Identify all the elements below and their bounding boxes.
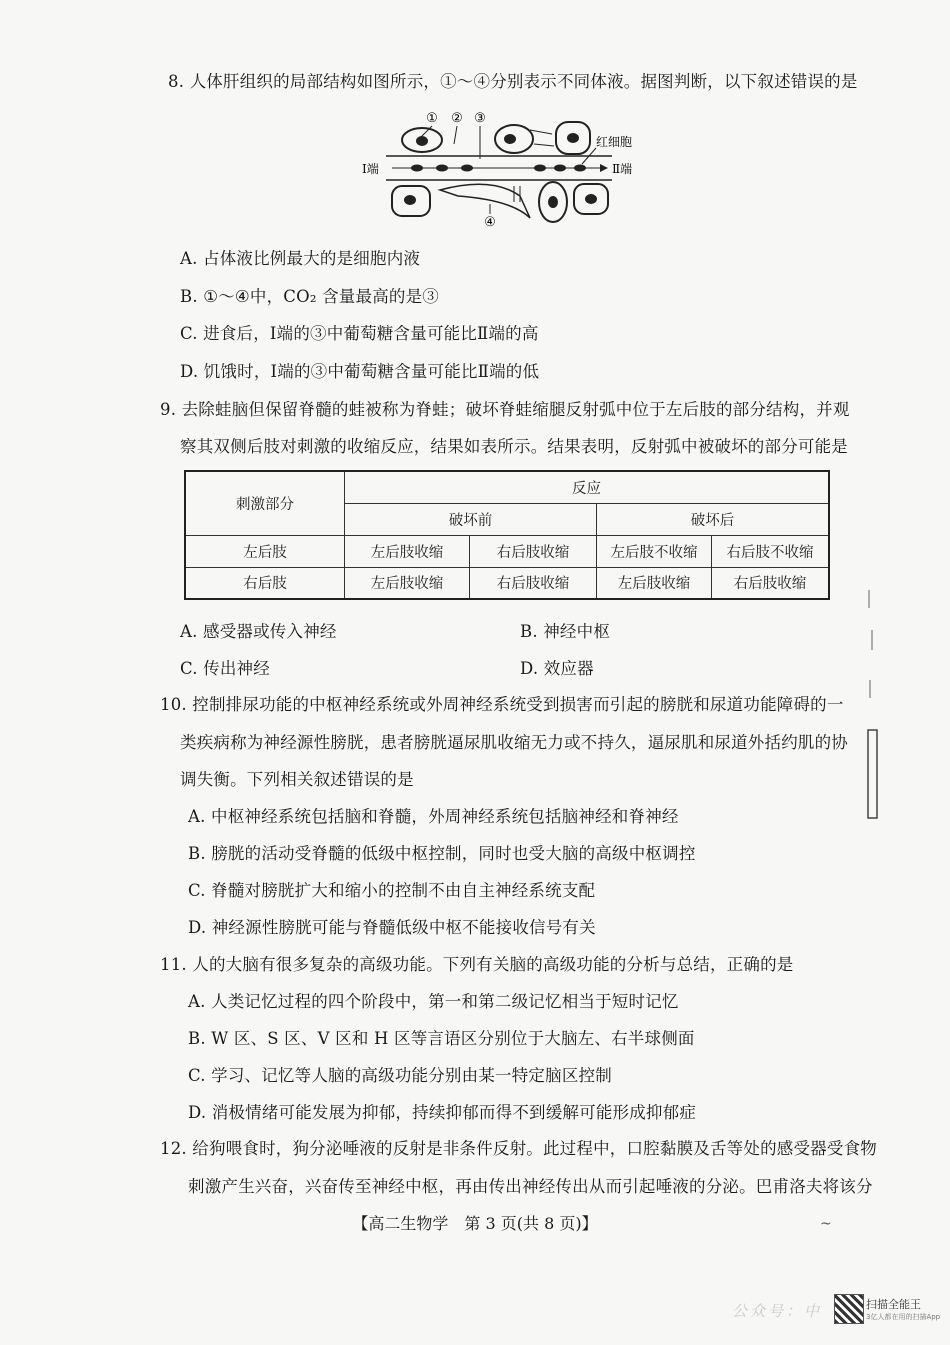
th-before: 破坏前	[345, 503, 597, 535]
q9-option-a: A. 感受器或传入神经	[180, 622, 337, 641]
q10-option-a: A. 中枢神经系统包括脑和脊髓，外周神经系统包括脑神经和脊神经	[188, 807, 679, 826]
q8-option-d: D. 饥饿时，Ⅰ端的③中葡萄糖含量可能比Ⅱ端的低	[180, 362, 540, 381]
q8-option-b: B. ①～④中，CO₂ 含量最高的是③	[180, 287, 440, 306]
table-cell: 左后肢	[185, 535, 345, 567]
table-cell: 左后肢收缩	[345, 535, 470, 567]
table-cell: 左后肢不收缩	[597, 535, 712, 567]
q12-stem-line-2: 刺激产生兴奋，兴奋传至神经中枢，再由传出神经传出从而引起唾液的分泌。巴甫洛夫将该分	[188, 1177, 873, 1196]
q9-option-d: D. 效应器	[520, 659, 594, 678]
q8-option-a: A. 占体液比例最大的是细胞内液	[180, 249, 421, 268]
table-cell: 左后肢收缩	[345, 567, 470, 599]
q12-stem-line-1: 12. 给狗喂食时，狗分泌唾液的反射是非条件反射。此过程中，口腔黏膜及舌等处的感受器受食物	[160, 1139, 877, 1158]
reflex-result-table	[184, 470, 830, 600]
q11-option-c: C. 学习、记忆等人脑的高级功能分别由某一特定脑区控制	[188, 1066, 612, 1085]
q11-option-d: D. 消极情绪可能发展为抑郁，持续抑郁而得不到缓解可能形成抑郁症	[188, 1103, 697, 1122]
q11-option-a: A. 人类记忆过程的四个阶段中，第一和第二级记忆相当于短时记忆	[188, 992, 679, 1011]
table-cell: 右后肢收缩	[470, 535, 597, 567]
q11-stem: 11. 人的大脑有很多复杂的高级功能。下列有关脑的高级功能的分析与总结，正确的是	[160, 955, 794, 974]
label-3: ③	[474, 111, 486, 126]
binding-edge-marks	[866, 590, 878, 820]
liver-tissue-diagram	[362, 104, 652, 232]
table-cell: 右后肢不收缩	[712, 535, 830, 567]
q10-option-c: C. 脊髓对膀胱扩大和缩小的控制不由自主神经系统支配	[188, 881, 596, 900]
qr-code-icon	[834, 1294, 864, 1324]
rbc-label: 红细胞	[596, 135, 633, 149]
table-cell: 右后肢	[185, 567, 345, 599]
table-row	[185, 535, 829, 567]
q11-option-b: B. W 区、S 区、V 区和 H 区等言语区分别位于大脑左、右半球侧面	[188, 1029, 695, 1048]
label-4: ④	[484, 215, 496, 230]
q8-option-c: C. 进食后，Ⅰ端的③中葡萄糖含量可能比Ⅱ端的高	[180, 324, 539, 343]
q9-stem-line-2: 察其双侧后肢对刺激的收缩反应，结果如表所示。结果表明，反射弧中被破坏的部分可能是	[180, 437, 848, 456]
q10-option-d: D. 神经源性膀胱可能与脊髓低级中枢不能接收信号有关	[188, 918, 596, 937]
scanner-brand	[866, 1296, 940, 1322]
scanner-brand-sub: 3亿人都在用的扫描App	[866, 1313, 941, 1321]
th-stimulus: 刺激部分	[185, 471, 345, 535]
end-right-label: Ⅱ端	[612, 162, 633, 176]
page-footer: 【高二生物学 第 3 页(共 8 页)】	[352, 1214, 598, 1233]
th-after: 破坏后	[597, 503, 830, 535]
q10-option-b: B. 膀胱的活动受脊髓的低级中枢控制，同时也受大脑的高级中枢调控	[188, 844, 696, 863]
q8-stem: 8. 人体肝组织的局部结构如图所示，①～④分别表示不同体液。据图判断，以下叙述错误的是	[168, 72, 858, 91]
q9-option-b: B. 神经中枢	[520, 622, 611, 641]
label-1: ①	[426, 111, 438, 126]
q10-stem-line-1: 10. 控制排尿功能的中枢神经系统或外周神经系统受到损害而引起的膀胱和尿道功能障碍的一	[160, 695, 844, 714]
th-response: 反应	[345, 471, 830, 503]
table-cell: 左后肢收缩	[597, 567, 712, 599]
table-cell: 右后肢收缩	[712, 567, 830, 599]
table-cell: 右后肢收缩	[470, 567, 597, 599]
q10-stem-line-2: 类疾病称为神经源性膀胱，患者膀胱逼尿肌收缩无力或不持久，逼尿肌和尿道外括约肌的协	[180, 733, 848, 752]
watermark-text: 公众号：中	[732, 1302, 823, 1320]
table-row	[185, 567, 829, 599]
end-left-label: Ⅰ端	[362, 162, 379, 176]
scanner-brand-name: 扫描全能王	[866, 1298, 921, 1311]
label-2: ②	[451, 111, 463, 126]
q10-stem-line-3: 调失衡。下列相关叙述错误的是	[180, 770, 414, 789]
footer-mark: ~	[820, 1216, 832, 1232]
q9-option-c: C. 传出神经	[180, 659, 270, 678]
q9-stem-line-1: 9. 去除蛙脑但保留脊髓的蛙被称为脊蛙；破坏脊蛙缩腿反射弧中位于左后肢的部分结构，并观	[160, 400, 850, 419]
